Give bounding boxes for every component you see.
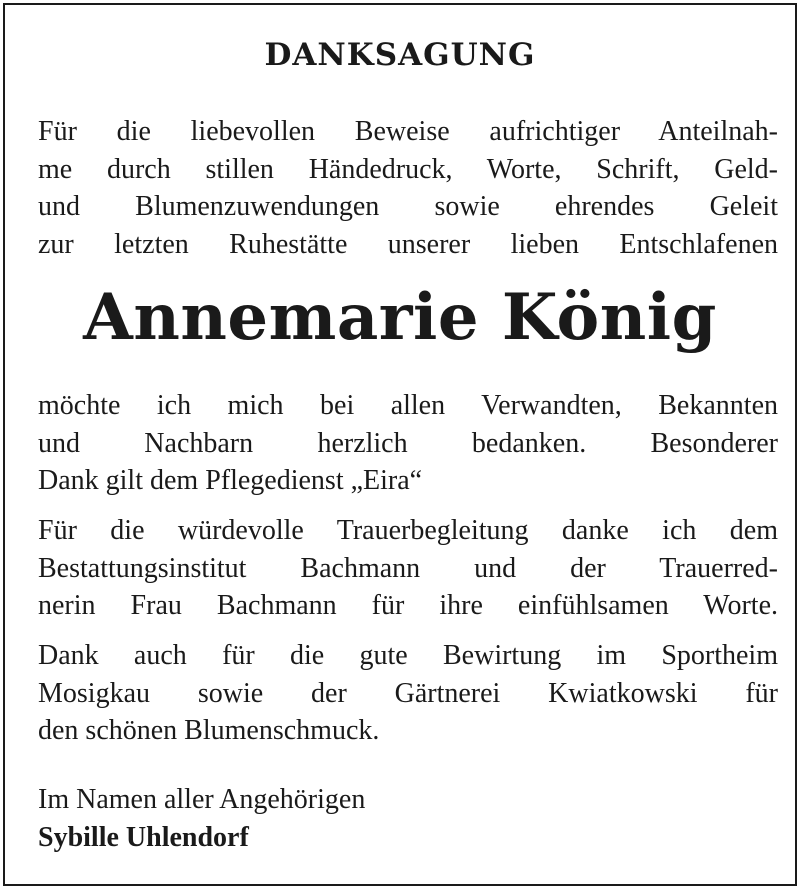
catering-paragraph	[38, 637, 778, 750]
deceased-name: Annemarie König	[83, 280, 717, 355]
intro-paragraph	[38, 113, 778, 263]
intro-line: und Blumenzuwendungen sowie ehrendes Geleit	[38, 191, 778, 222]
funeral-paragraph	[38, 512, 778, 625]
intro-line: zur letzten Ruhestätte unserer lieben Entschlafenen	[38, 228, 778, 260]
thanks-line: und Nachbarn herzlich bedanken. Besonderer	[38, 427, 778, 459]
notice-heading: DANKSAGUNG	[264, 37, 536, 73]
catering-line: Mosigkau sowie der Gärtnerei Kwiatkowski für	[38, 677, 778, 709]
thanks-line: Dank gilt dem Pflegedienst „Eira“	[38, 465, 423, 496]
intro-line: Für die liebevollen Beweise aufrichtiger Anteilnah-	[38, 116, 778, 147]
funeral-line: Bestattungsinstitut Bachmann und der Trauerred-	[38, 552, 778, 584]
thanks-paragraph	[38, 387, 778, 500]
catering-line: Dank auch für die gute Bewirtung im Sportheim	[38, 640, 778, 671]
catering-line: den schönen Blumenschmuck.	[38, 715, 380, 746]
thanks-line: möchte ich mich bei allen Verwandten, Bekannten	[38, 390, 778, 421]
signature-label: Im Namen aller Angehörigen	[38, 784, 366, 815]
notice-frame	[3, 3, 797, 886]
intro-line: me durch stillen Händedruck, Worte, Schrift, Geld-	[38, 153, 778, 185]
signature-name: Sybille Uhlendorf	[38, 822, 249, 853]
funeral-line: Für die würdevolle Trauerbegleitung danke ich dem	[38, 515, 778, 546]
funeral-line: nerin Frau Bachmann für ihre einfühlsamen Worte.	[38, 590, 778, 621]
